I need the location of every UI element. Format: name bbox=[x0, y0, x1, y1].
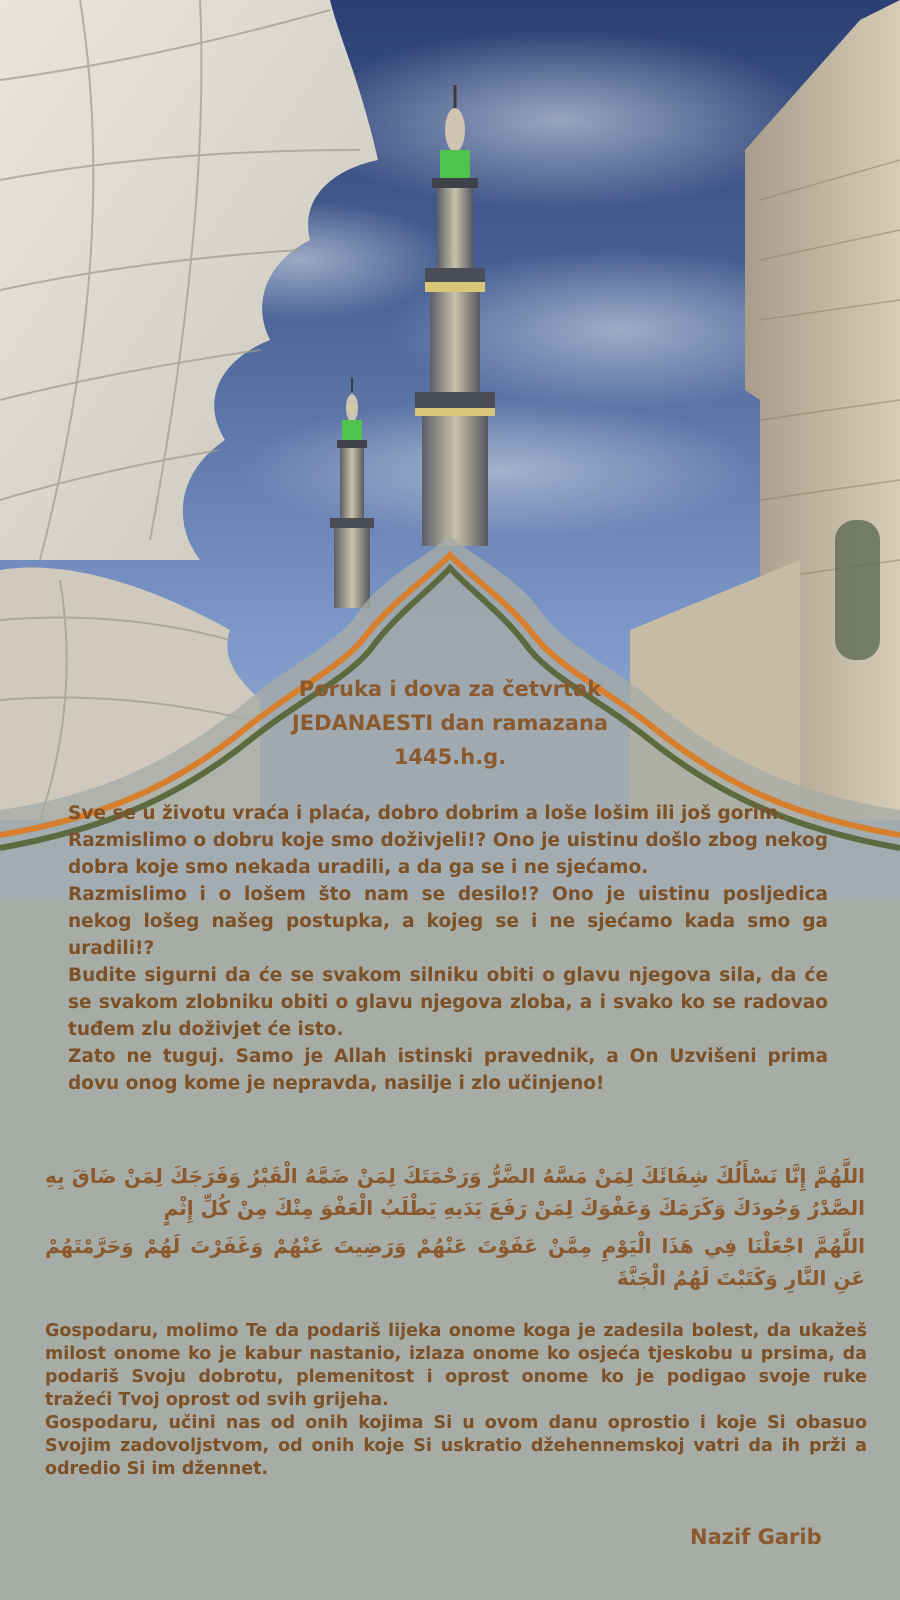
message-text bbox=[68, 800, 828, 1097]
message-paragraph: Zato ne tuguj. Samo je Allah istinski pravednik, a On Uzvišeni prima dovu onog kome je nepravda, nasilje i zlo učinjeno! bbox=[68, 1046, 828, 1094]
arabic-dua bbox=[45, 1160, 865, 1294]
title-line-1: Poruka i dova za četvrtak bbox=[298, 677, 602, 701]
dua-translation bbox=[45, 1320, 867, 1481]
arabic-paragraph: اللَّهُمَّ اجْعَلْنَا فِي هَذَا الْيَوْمِ مِمَّنْ عَفَوْتَ عَنْهُمْ وَرَضِيتَ عَنْهُمْ وَغَفَرْتَ لَهُمْ وَحَرَّمْتَهُمْ عَنِ النَّارِ وَكَتَبْتَ لَهُمُ الْجَنَّةَ bbox=[45, 1234, 865, 1290]
translation-paragraph: Gospodaru, učini nas od onih kojima Si u ovom danu oprostio i koje Si obasuo Svojim zadovoljstvom, od onih koje Si uskratio džehennemskoj vatri da ih prži a odredio Si im džennet. bbox=[45, 1413, 867, 1479]
arabic-paragraph: اللَّهُمَّ إِنَّا نَسْأَلُكَ شِفَائَكَ لِمَنْ مَسَّهُ الضَّرُّ وَرَحْمَتَكَ لِمَنْ ضَمَّهُ الْقَبْرُ وَفَرَجَكَ لِمَنْ ضَاقَ بِهِ الصَّدْرُ وَجُودَكَ وَكَرَمَكَ وَعَفْوَكَ لِمَنْ رَفَعَ يَدَيهِ يَطْلَبُ الْعَفْوَ مِنْكَ مِنْ كُلِّ إِثْمٍ bbox=[45, 1164, 865, 1220]
message-paragraph: Razmislimo o dobru koje smo doživjeli!? Ono je uistinu došlo zbog nekog dobra koje smo nekada uradili, a da ga se i ne sjećamo. bbox=[68, 830, 828, 878]
title-line-2: JEDANAESTI dan ramazana bbox=[291, 711, 609, 735]
message-paragraph: Budite sigurni da će se svakom silniku obiti o glavu njegova sila, da će se svakom zlobniku obiti o glavu njegova zloba, a i svako ko se radovao tuđem zlu doživjet će isto. bbox=[68, 965, 828, 1040]
message-paragraph: Sve se u životu vraća i plaća, dobro dobrim a loše lošim ili još gorim. bbox=[68, 803, 786, 824]
translation-paragraph: Gospodaru, molimo Te da podariš lijeka onome koga je zadesila bolest, da ukažeš milost onome ko je kabur nastanio, izlaza onome ko osjeća tjeskobu u prsima, da podariš Svoju dobrotu, plemenitost i oprost onome ko je podigao svoje ruke tražeći Tvoj oprost od svih grijeha. bbox=[45, 1321, 867, 1410]
author-signature: Nazif Garib bbox=[690, 1525, 822, 1549]
page-title bbox=[200, 672, 700, 774]
message-paragraph: Razmislimo i o lošem što nam se desilo!? Ono je uistinu posljedica nekog lošeg našeg postupka, a kojeg se i ne sjećamo kada smo ga uradili!? bbox=[68, 884, 828, 959]
title-line-3: 1445.h.g. bbox=[393, 745, 507, 769]
